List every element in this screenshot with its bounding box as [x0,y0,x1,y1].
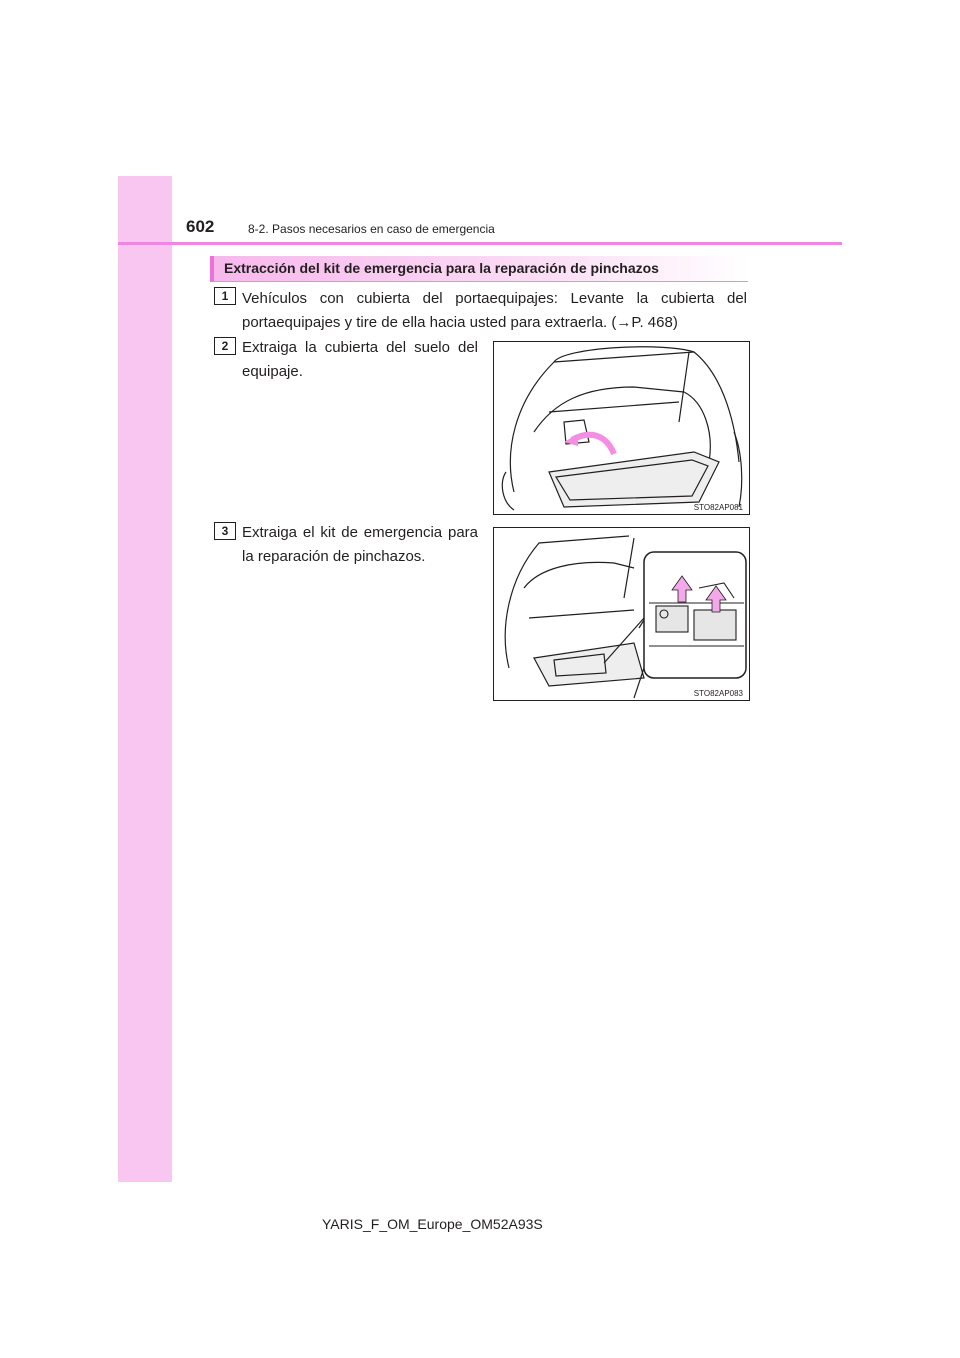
side-tab-band [118,176,172,1182]
section-title: 8-2. Pasos necesarios en caso de emergencia [248,222,495,236]
step-badge-2: 2 [214,337,236,355]
step-3-text: Extraiga el kit de emergencia para la reparación de pinchazos. [242,524,478,565]
subheading: Extracción del kit de emergencia para la reparación de pinchazos [210,256,748,282]
trunk-illustration [494,342,749,514]
kit-illustration [494,528,749,700]
step-badge-1: 1 [214,287,236,305]
page-number: 602 [186,217,215,236]
footer-code: YARIS_F_OM_Europe_OM52A93S [322,1216,543,1232]
figure-emergency-kit [493,527,750,701]
header-rule [118,242,842,245]
step-1-text: Vehículos con cubierta del portaequipajes: Levante la cubierta del portaequipajes y tire de ella hacia usted para extraerla. (→P. 468) [242,290,747,331]
step-badge-3: 3 [214,522,236,540]
figure-code: STO82AP081 [693,503,743,512]
figure-code: STO82AP083 [693,689,743,698]
figure-luggage-floor-cover [493,341,750,515]
step-2-text: Extraiga la cubierta del suelo del equipaje. [242,339,478,380]
